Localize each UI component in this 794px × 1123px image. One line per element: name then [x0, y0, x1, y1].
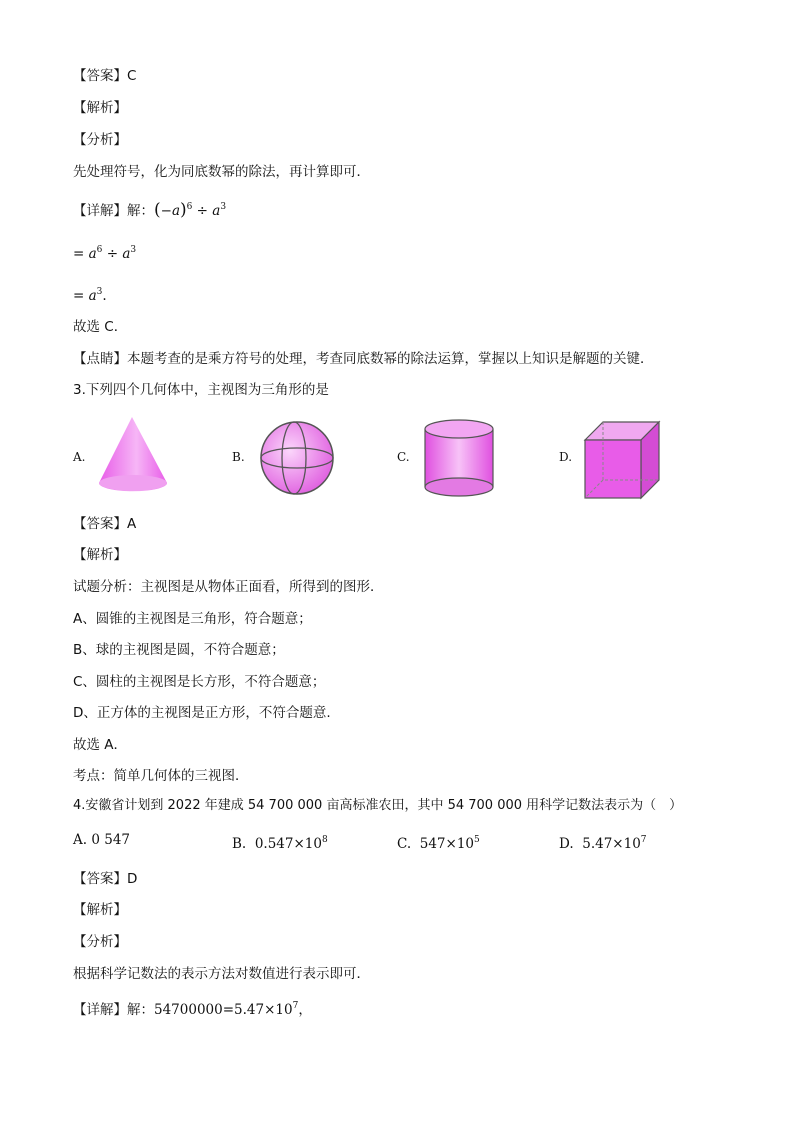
q3-choice: 故选 A．	[73, 737, 128, 753]
q3-option-a-label: A.	[73, 450, 86, 464]
cube-icon	[583, 420, 661, 500]
q4-detail: 【详解】解：$54700000=5.47\times 10^7$，	[73, 1001, 312, 1018]
q2-detail-prefix: 【详解】解：	[73, 203, 154, 219]
q4-option-c: C. $547\times 10^5$	[397, 835, 480, 852]
q4-fenxi-text: 根据科学记数法的表示方法对数值进行表示即可．	[73, 966, 370, 982]
q2-step1: = $a^6 \div a^3$	[73, 245, 137, 262]
q3-analysis-line-4: C、圆柱的主视图是长方形，不符合题意；	[73, 674, 326, 690]
q4-analysis-header: 【解析】	[73, 902, 127, 918]
q4-fenxi-header: 【分析】	[73, 934, 127, 950]
q2-step2: = $a^3$.	[73, 287, 107, 304]
q3-analysis-line-3: B、球的主视图是圆，不符合题意；	[73, 642, 285, 658]
q3-analysis-line-1: 试题分析：主视图是从物体正面看，所得到的图形．	[73, 579, 384, 595]
q3-answer: 【答案】A	[73, 516, 137, 532]
q3-analysis-line-2: A、圆锥的主视图是三角形，符合题意；	[73, 611, 312, 627]
q3-analysis-line-5: D、正方体的主视图是正方形，不符合题意.	[73, 705, 331, 721]
q2-detail-line	[73, 198, 226, 220]
q2-analysis-header: 【解析】	[73, 100, 127, 116]
q4-option-a: A. 0 547	[73, 832, 130, 848]
q3-stem: 3.下列四个几何体中，主视图为三角形的是	[73, 382, 329, 398]
q3-option-d-label: D.	[559, 450, 573, 464]
q2-fenxi-text: 先处理符号，化为同底数幂的除法，再计算即可．	[73, 164, 370, 180]
q3-analysis-header: 【解析】	[73, 547, 127, 563]
q3-kaodian: 考点：简单几何体的三视图．	[73, 768, 249, 784]
cone-icon	[96, 415, 171, 493]
q4-option-d: D. $5.47\times 10^7$	[559, 835, 647, 852]
q2-fenxi-header: 【分析】	[73, 132, 127, 148]
sphere-icon	[258, 420, 336, 496]
q3-option-b-label: B.	[232, 450, 245, 464]
q4-stem: 4.安徽省计划到 2022 年建成 54 700 000 亩高标准农田，其中 54 700 000 用科学记数法表示为（ ）	[73, 798, 683, 813]
q4-answer: 【答案】D	[73, 871, 138, 887]
q2-comment: 【点睛】本题考查的是乘方符号的处理，考查同底数幂的除法运算，掌握以上知识是解题的关键．	[73, 351, 654, 367]
q2-step0-expression: $(-a)^6 \div a^3$	[154, 200, 227, 220]
q2-choice: 故选 C．	[73, 319, 128, 335]
q4-option-b: B. $0.547\times 10^8$	[232, 835, 328, 852]
q3-option-c-label: C.	[397, 450, 410, 464]
cylinder-icon	[420, 418, 498, 498]
q2-answer: 【答案】C	[73, 68, 137, 84]
